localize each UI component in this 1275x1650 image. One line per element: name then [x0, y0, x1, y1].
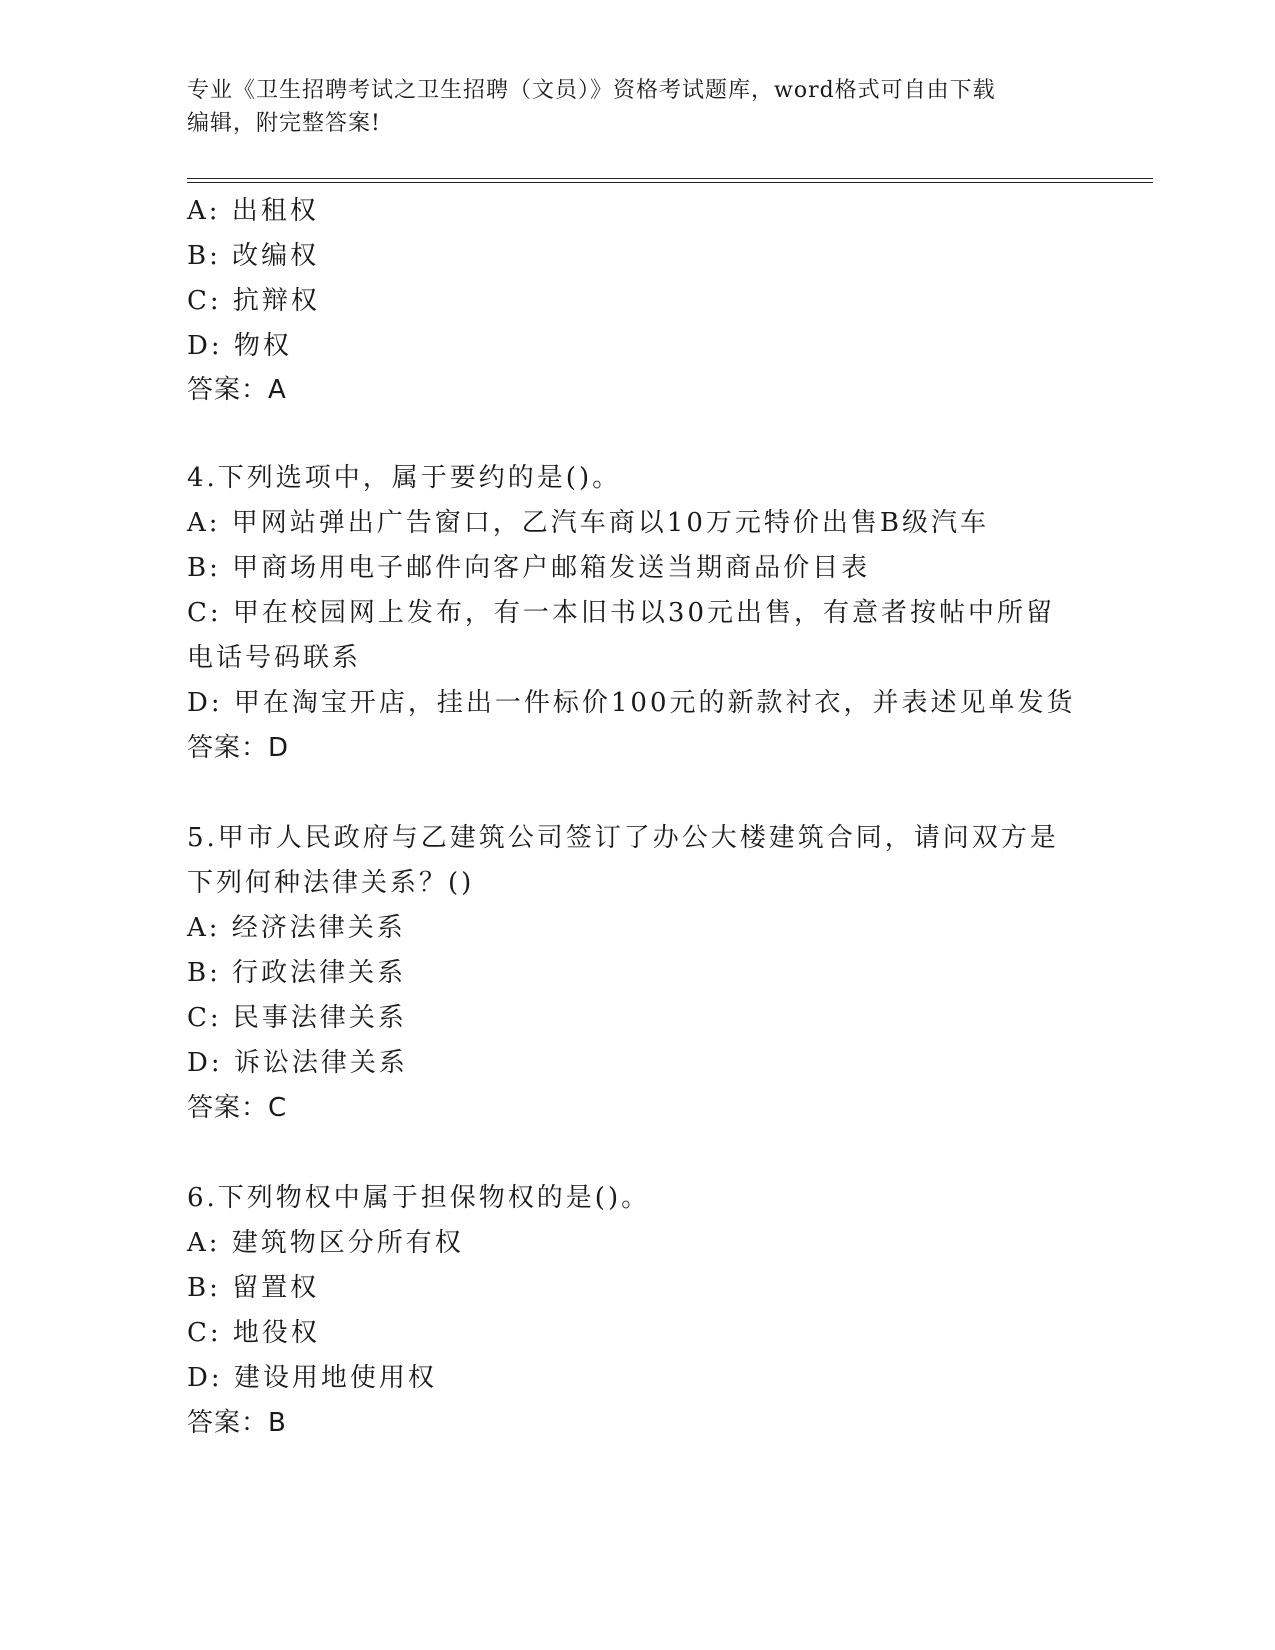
- q4-option-a: A: 甲网站弹出广告窗口，乙汽车商以10万元特价出售B级汽车: [187, 508, 989, 538]
- q3-option-c: C: 抗辩权: [187, 286, 320, 316]
- header-rule-top: [187, 178, 1153, 179]
- q4-option-c-line1: C: 甲在校园网上发布，有一本旧书以30元出售，有意者按帖中所留: [187, 598, 1056, 628]
- q4-option-c-line2: 电话号码联系: [187, 643, 362, 673]
- header-rule-bottom: [187, 182, 1153, 183]
- q3-option-a: A: 出租权: [187, 196, 319, 226]
- q3-option-b: B: 改编权: [187, 241, 320, 271]
- header-line-1: 专业《卫生招聘考试之卫生招聘（文员）》资格考试题库，word格式可自由下载: [187, 78, 996, 103]
- q6-question: 6.下列物权中属于担保物权的是()。: [187, 1183, 651, 1213]
- q6-option-a: A: 建筑物区分所有权: [187, 1228, 464, 1258]
- q3-option-d: D: 物权: [187, 331, 292, 361]
- q4-option-b: B: 甲商场用电子邮件向客户邮箱发送当期商品价目表: [187, 553, 871, 583]
- q5-option-a: A: 经济法律关系: [187, 913, 406, 943]
- q5-option-d: D: 诉讼法律关系: [187, 1048, 408, 1078]
- q5-option-b: B: 行政法律关系: [187, 958, 407, 988]
- q6-option-d: D: 建设用地使用权: [187, 1363, 437, 1393]
- q5-question-line2: 下列何种法律关系？(): [187, 868, 475, 898]
- q5-answer: 答案：C: [187, 1093, 288, 1123]
- q4-answer: 答案：D: [187, 733, 290, 763]
- q4-question: 4.下列选项中，属于要约的是()。: [187, 463, 622, 493]
- document-header: [187, 74, 1067, 140]
- q6-option-b: B: 留置权: [187, 1273, 320, 1303]
- q6-answer: 答案：B: [187, 1408, 287, 1438]
- q3-answer: 答案：A: [187, 375, 287, 405]
- q6-option-c: C: 地役权: [187, 1318, 320, 1348]
- header-line-2: 编辑，附完整答案!: [187, 111, 381, 136]
- q4-option-d: D: 甲在淘宝开店，挂出一件标价100元的新款衬衣，并表述见单发货: [187, 688, 1076, 718]
- q5-question-line1: 5.甲市人民政府与乙建筑公司签订了办公大楼建筑合同，请问双方是: [187, 823, 1059, 853]
- q5-option-c: C: 民事法律关系: [187, 1003, 407, 1033]
